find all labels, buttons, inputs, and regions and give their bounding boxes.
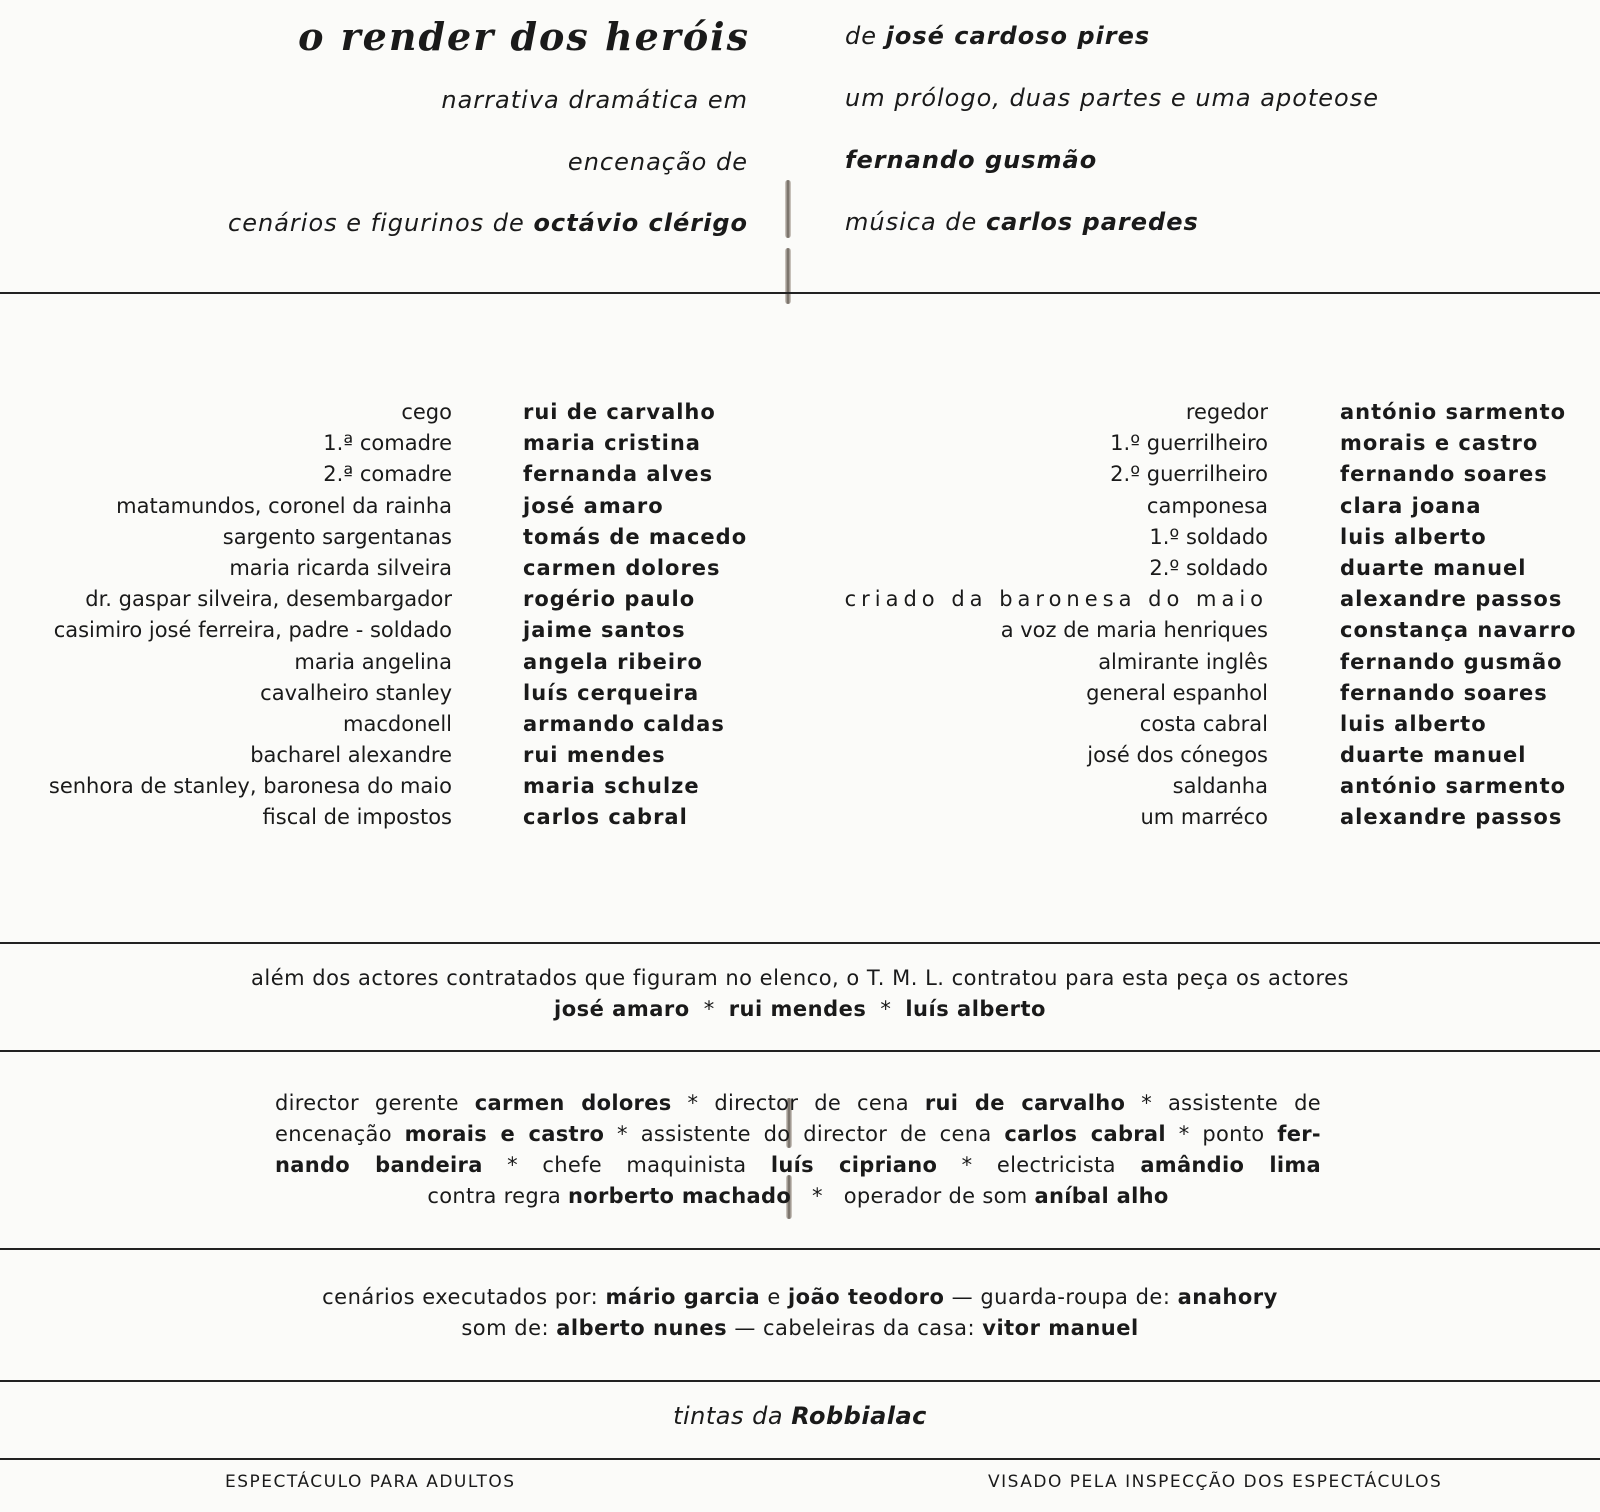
cast-actor: angela ribeiro bbox=[523, 649, 703, 674]
design-credit bbox=[228, 209, 748, 237]
cast-actor: maria schulze bbox=[523, 774, 700, 799]
cast-left-actors bbox=[523, 397, 747, 834]
dash: — bbox=[951, 1285, 974, 1309]
direction-label: encenação de bbox=[567, 148, 748, 176]
crew-name: fer- bbox=[1277, 1122, 1321, 1146]
crew-label: electricista bbox=[996, 1153, 1116, 1177]
sponsor-brand: Robbialac bbox=[791, 1402, 927, 1430]
divider bbox=[0, 942, 1600, 944]
cast-actor: rui de carvalho bbox=[523, 400, 716, 424]
cast-actor: carmen dolores bbox=[523, 555, 721, 580]
cast-actor: rogério paulo bbox=[523, 587, 696, 612]
cast-actor: clara joana bbox=[1340, 493, 1482, 518]
cast-actor: alexandre passos bbox=[1340, 587, 1563, 612]
cast-role: cavalheiro stanley bbox=[260, 680, 452, 705]
cast-role: josé dos cónegos bbox=[1087, 743, 1268, 768]
crew-line bbox=[275, 1119, 1321, 1150]
cast-actor: tomás de macedo bbox=[523, 524, 748, 549]
cast-role: 1.ª comadre bbox=[323, 431, 452, 456]
credit-label: cabeleiras da casa: bbox=[763, 1316, 976, 1340]
cast-role: fiscal de impostos bbox=[262, 805, 452, 830]
credit-name: alberto nunes bbox=[556, 1316, 728, 1340]
crew-label: director de cena bbox=[714, 1091, 909, 1115]
cast-role: 2.ª comadre bbox=[323, 462, 452, 487]
designer-name: octávio clérigo bbox=[533, 209, 748, 237]
credit-name: anahory bbox=[1177, 1285, 1278, 1309]
crew-line bbox=[275, 1150, 1321, 1181]
cast-role: bacharel alexandre bbox=[250, 743, 452, 768]
cast-right-actors bbox=[1340, 397, 1577, 834]
crew-name: carlos cabral bbox=[1004, 1122, 1166, 1146]
cast-actor: fernando gusmão bbox=[1340, 649, 1563, 674]
crew-credits bbox=[275, 1088, 1321, 1212]
author-prefix: de bbox=[845, 22, 877, 50]
crew-name: norberto machado bbox=[568, 1184, 792, 1208]
execution-line-2 bbox=[0, 1316, 1600, 1340]
genre-left: narrativa dramática em bbox=[441, 86, 748, 114]
cast-actor: rui mendes bbox=[523, 743, 666, 768]
crew-label: assistente do director de cena bbox=[640, 1122, 992, 1146]
cast-actor: josé amaro bbox=[523, 493, 664, 518]
crew-label: encenação bbox=[275, 1122, 392, 1146]
cast-role: 2.º guerrilheiro bbox=[1110, 462, 1268, 487]
divider bbox=[0, 1458, 1600, 1460]
crew-label: operador de som bbox=[843, 1184, 1028, 1208]
divider bbox=[0, 1050, 1600, 1052]
cast-actor: maria cristina bbox=[523, 431, 701, 456]
crew-label: ponto bbox=[1202, 1122, 1265, 1146]
cast-actor: fernando soares bbox=[1340, 680, 1548, 705]
cast-role: general espanhol bbox=[1086, 680, 1268, 705]
cast-role: 1.º guerrilheiro bbox=[1110, 431, 1268, 456]
cast-actor: antónio sarmento bbox=[1340, 400, 1567, 424]
cast-role: sargento sargentanas bbox=[222, 524, 452, 549]
play-title: o render dos heróis bbox=[298, 14, 750, 59]
cast-actor: fernanda alves bbox=[523, 462, 714, 487]
star-separator: * bbox=[1141, 1091, 1153, 1115]
design-label: cenários e figurinos de bbox=[228, 209, 525, 237]
cast-role: um marréco bbox=[1140, 805, 1268, 830]
contracted-actor: josé amaro bbox=[554, 997, 690, 1021]
cast-actor: fernando soares bbox=[1340, 462, 1548, 487]
credit-label: e bbox=[767, 1285, 781, 1309]
cast-actor: antónio sarmento bbox=[1340, 774, 1567, 799]
cast-role: saldanha bbox=[1172, 774, 1268, 799]
star-separator: * bbox=[1178, 1122, 1190, 1146]
credit-label: som de: bbox=[461, 1316, 550, 1340]
cast-role: dr. gaspar silveira, desembargador bbox=[85, 587, 452, 612]
star-separator: * bbox=[703, 997, 715, 1021]
crew-name: nando bandeira bbox=[275, 1153, 483, 1177]
director-name: fernando gusmão bbox=[845, 146, 1098, 174]
cast-role: maria angelina bbox=[294, 649, 452, 674]
crew-name: aníbal alho bbox=[1034, 1184, 1169, 1208]
star-separator: * bbox=[812, 1184, 823, 1208]
crew-name: rui de carvalho bbox=[924, 1091, 1126, 1115]
cast-actor: luís cerqueira bbox=[523, 680, 700, 705]
cast-actor: luis alberto bbox=[1340, 524, 1487, 549]
cast-role: camponesa bbox=[1146, 493, 1268, 518]
star-separator: * bbox=[507, 1153, 518, 1177]
cast-role: 1.º soldado bbox=[1149, 524, 1268, 549]
cast-role: maria ricarda silveira bbox=[229, 555, 452, 580]
cast-actor: armando caldas bbox=[523, 711, 725, 736]
crew-label: chefe maquinista bbox=[542, 1153, 747, 1177]
credit-name: vitor manuel bbox=[982, 1316, 1139, 1340]
footer-left: ESPECTÁCULO PARA ADULTOS bbox=[225, 1472, 516, 1492]
music-credit bbox=[845, 208, 1199, 236]
credit-label: cenários executados por: bbox=[322, 1285, 599, 1309]
execution-line-1 bbox=[0, 1285, 1600, 1309]
cast-left-roles bbox=[49, 397, 452, 834]
dash: — bbox=[734, 1316, 756, 1340]
cast-actor: duarte manuel bbox=[1340, 743, 1527, 768]
credit-name: joão teodoro bbox=[787, 1285, 945, 1309]
star-separator: * bbox=[961, 1153, 973, 1177]
cast-role: casimiro josé ferreira, padre - soldado bbox=[53, 618, 452, 643]
staple-mark bbox=[785, 248, 791, 304]
composer-name: carlos paredes bbox=[985, 208, 1199, 236]
crew-line bbox=[275, 1181, 1321, 1212]
credit-label: guarda-roupa de: bbox=[980, 1285, 1171, 1309]
sponsor-prefix: tintas da bbox=[673, 1402, 784, 1430]
author-name: josé cardoso pires bbox=[885, 22, 1151, 50]
cast-actor: jaime santos bbox=[523, 618, 686, 643]
cast-actor: alexandre passos bbox=[1340, 805, 1563, 830]
cast-role: macdonell bbox=[343, 711, 452, 736]
footer-right: VISADO PELA INSPECÇÃO DOS ESPECTÁCULOS bbox=[988, 1472, 1443, 1492]
cast-role: 2.º soldado bbox=[1149, 555, 1268, 580]
divider bbox=[0, 292, 1600, 294]
cast-right-roles bbox=[845, 397, 1268, 834]
cast-role: matamundos, coronel da rainha bbox=[116, 493, 452, 518]
cast-actor: morais e castro bbox=[1340, 431, 1539, 456]
divider bbox=[0, 1380, 1600, 1382]
cast-role: regedor bbox=[1185, 400, 1268, 424]
contracted-actors bbox=[0, 997, 1600, 1021]
crew-name: luís cipriano bbox=[770, 1153, 938, 1177]
genre-right: um prólogo, duas partes e uma apoteose bbox=[845, 84, 1380, 112]
divider bbox=[0, 1248, 1600, 1250]
crew-name: carmen dolores bbox=[474, 1091, 672, 1115]
cast-role: criado da baronesa do maio bbox=[844, 587, 1268, 612]
crew-label: assistente de bbox=[1168, 1091, 1321, 1115]
contracted-note: além dos actores contratados que figuram no elenco, o T. M. L. contratou para esta peça os actores bbox=[251, 966, 1349, 990]
crew-name: amândio lima bbox=[1140, 1153, 1321, 1177]
cast-role: costa cabral bbox=[1139, 711, 1268, 736]
contracted-actor: rui mendes bbox=[728, 997, 867, 1021]
star-separator: * bbox=[880, 997, 892, 1021]
cast-role: almirante inglês bbox=[1098, 649, 1268, 674]
cast-role: senhora de stanley, baronesa do maio bbox=[48, 774, 452, 799]
cast-role: a voz de maria henriques bbox=[1000, 618, 1268, 643]
crew-line bbox=[275, 1088, 1321, 1119]
cast-role: cego bbox=[401, 400, 452, 424]
cast-actor: carlos cabral bbox=[523, 805, 688, 830]
crew-label: director gerente bbox=[275, 1091, 459, 1115]
star-separator: * bbox=[617, 1122, 628, 1146]
staple-mark bbox=[785, 180, 791, 238]
author-line bbox=[845, 22, 1150, 50]
crew-name: morais e castro bbox=[404, 1122, 605, 1146]
cast-actor: duarte manuel bbox=[1340, 555, 1527, 580]
cast-actor: constança navarro bbox=[1340, 618, 1577, 643]
contracted-actor: luís alberto bbox=[905, 997, 1046, 1021]
cast-actor: luis alberto bbox=[1340, 711, 1487, 736]
crew-label: contra regra bbox=[427, 1184, 562, 1208]
credit-name: mário garcia bbox=[605, 1285, 761, 1309]
sponsor-line bbox=[0, 1402, 1600, 1430]
star-separator: * bbox=[687, 1091, 699, 1115]
music-label: música de bbox=[845, 208, 978, 236]
